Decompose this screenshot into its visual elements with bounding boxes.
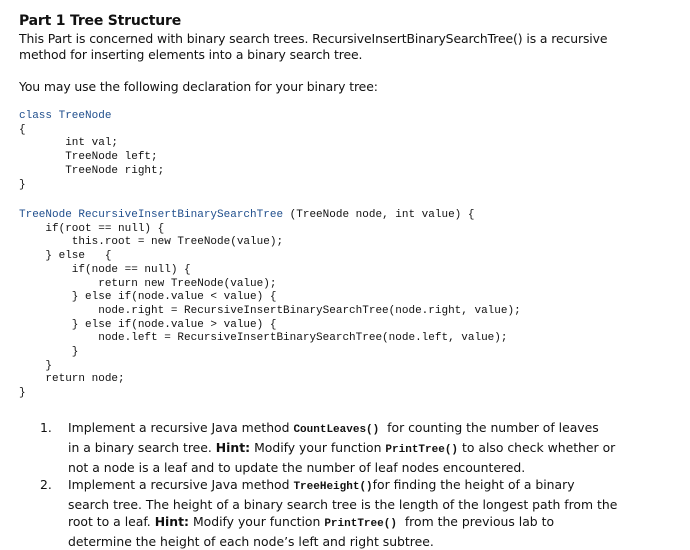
inline-code: PrintTree()	[324, 518, 397, 530]
intro-line-2: method for inserting elements into a binary search tree.	[19, 47, 363, 62]
task-number: 1.	[40, 420, 52, 435]
code-line: }	[19, 178, 26, 191]
task-text: Modify your function	[189, 514, 325, 529]
code-line: }	[19, 359, 53, 372]
code-line: if(node == null) {	[19, 263, 191, 276]
task-item-count-leaves	[40, 419, 617, 476]
code-line: node.right = RecursiveInsertBinarySearchTree(node.right, value);	[19, 304, 521, 317]
inline-code: CountLeaves()	[293, 424, 380, 436]
task-text: to also check whether or	[458, 440, 616, 455]
class-keyword-line: class TreeNode	[19, 110, 112, 122]
code-line: return new TreeNode(value);	[19, 277, 277, 290]
task-text: for finding the height of a binary	[372, 477, 575, 492]
code-line: } else if(node.value < value) {	[19, 291, 277, 304]
method-signature-params: (TreeNode node, int value) {	[283, 209, 475, 221]
code-line: TreeNode right;	[19, 164, 165, 177]
hint-label: Hint:	[215, 440, 251, 455]
task-text: determine the height of each node’s left and right subtree.	[68, 534, 434, 549]
code-line: TreeNode left;	[19, 151, 158, 164]
task-number: 2.	[40, 477, 52, 492]
task-text: search tree. The height of a binary search tree is the length of the longest path from the	[68, 497, 618, 512]
task-text: root to a leaf.	[68, 514, 155, 529]
method-signature-name: TreeNode RecursiveInsertBinarySearchTree	[19, 209, 284, 221]
code-line: return node;	[19, 373, 125, 386]
code-line: } else if(node.value > value) {	[19, 318, 277, 331]
declaration-note: You may use the following declaration for your binary tree:	[19, 79, 378, 94]
class-declaration-code	[19, 110, 164, 192]
code-line: node.left = RecursiveInsertBinarySearchTree(node.left, value);	[19, 332, 508, 345]
task-text: Modify your function	[250, 440, 386, 455]
hint-label: Hint:	[154, 514, 190, 529]
task-text: Implement a recursive Java method	[68, 420, 294, 435]
inline-code: TreeHeight()	[293, 481, 373, 493]
task-text: Implement a recursive Java method	[68, 477, 294, 492]
code-line: }	[19, 346, 79, 359]
code-line: this.root = new TreeNode(value);	[19, 236, 284, 249]
intro-line-1: This Part is concerned with binary search trees. RecursiveInsertBinarySearchTree() is a recursive	[19, 31, 608, 46]
code-line: {	[19, 123, 26, 136]
code-line: if(root == null) {	[19, 222, 165, 235]
task-text: from the previous lab to	[396, 514, 555, 529]
section-title: Part 1 Tree Structure	[19, 13, 182, 29]
code-line: }	[19, 387, 26, 400]
inline-code: PrintTree()	[385, 444, 459, 456]
code-line: int val;	[19, 137, 119, 150]
task-list	[40, 419, 617, 550]
task-text: for counting the number of leaves	[379, 420, 599, 435]
task-text: in a binary search tree.	[68, 440, 216, 455]
task-item-tree-height	[40, 476, 617, 550]
task-text: not a node is a leaf and to update the number of leaf nodes encountered.	[68, 460, 526, 475]
insert-method-code	[19, 209, 521, 401]
code-line: } else {	[19, 250, 112, 263]
